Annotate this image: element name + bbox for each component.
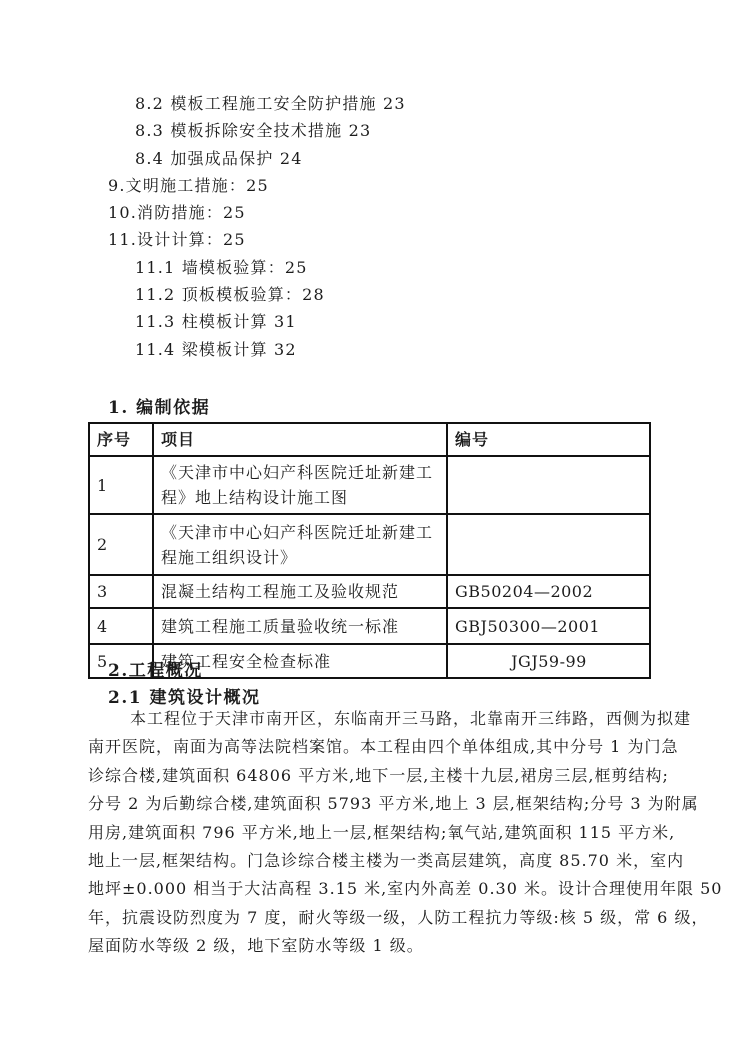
toc-entry: 9.文明施工措施：25 [108,175,269,195]
section-2-1-heading: 2.1 建筑设计概况 [108,688,261,708]
toc-entry: 11.3 柱模板计算 31 [135,312,297,332]
table-row [89,608,650,644]
toc-entry: 8.3 模板拆除安全技术措施 23 [135,121,372,141]
table-of-contents [88,90,688,363]
reference-table [88,422,651,679]
paragraph-line: 南开医院，南面为高等法院档案馆。本工程由四个单体组成,其中分号 1 为门急 [88,737,679,757]
column-header-no: 序号 [89,423,153,456]
cell-no: 3 [89,575,153,608]
toc-entry: 11.1 墙模板验算：25 [135,257,308,277]
cell-code: JGJ59-99 [447,644,650,678]
cell-code [447,514,650,575]
cell-no: 4 [89,608,153,644]
cell-code: GB50204—2002 [447,575,650,608]
cell-item: 《天津市中心妇产科医院迁址新建工程施工组织设计》 [153,514,447,575]
paragraph-line: 用房,建筑面积 796 平方米,地上一层,框架结构;氧气站,建筑面积 115 平方米, [88,822,676,842]
cell-no: 5 [89,644,153,678]
cell-no: 2 [89,514,153,575]
cell-item: 建筑工程安全检查标准 [153,644,447,678]
paragraph-line: 本工程位于天津市南开区，东临南开三马路，北靠南开三纬路，西侧为拟建 [130,709,692,728]
building-design-overview-paragraph [88,705,723,961]
toc-entry: 10.消防措施：25 [108,203,246,223]
table-header-row [89,423,650,456]
table-row [89,456,650,514]
paragraph-line: 诊综合楼,建筑面积 64806 平方米,地下一层,主楼十九层,裙房三层,框剪结构; [88,765,669,785]
paragraph-line: 年，抗震设防烈度为 7 度，耐火等级一级，人防工程抗力等级:核 5 级，常 6 级， [88,907,709,927]
toc-entry: 11.设计计算：25 [108,230,246,250]
toc-entry: 8.4 加强成品保护 24 [135,148,303,168]
toc-entry: 11.2 顶板模板验算：28 [135,285,325,305]
paragraph-line: 分号 2 为后勤综合楼,建筑面积 5793 平方米,地上 3 层,框架结构;分号 3 为附属 [88,794,699,814]
column-header-code: 编号 [447,423,650,456]
cell-item: 《天津市中心妇产科医院迁址新建工程》地上结构设计施工图 [153,456,447,514]
paragraph-line: 地坪±0.000 相当于大沽高程 3.15 米,室内外高差 0.30 米。设计合理使用年限 50 [88,879,723,899]
table-row [89,575,650,608]
section-2-heading: 2.工程概况 [108,661,203,681]
cell-code: GBJ50300—2001 [447,608,650,644]
column-header-item: 项目 [153,423,447,456]
toc-entry: 11.4 梁模板计算 32 [135,339,297,359]
paragraph-line: 屋面防水等级 2 级，地下室防水等级 1 级。 [88,936,424,956]
cell-item: 建筑工程施工质量验收统一标准 [153,608,447,644]
section-1-heading: 1. 编制依据 [108,398,211,418]
cell-no: 1 [89,456,153,514]
toc-entry: 8.2 模板工程施工安全防护措施 23 [135,94,406,113]
paragraph-line: 地上一层,框架结构。门急诊综合楼主楼为一类高层建筑，高度 85.70 米，室内 [88,850,685,870]
table-row [89,514,650,575]
cell-code [447,456,650,514]
cell-item: 混凝土结构工程施工及验收规范 [153,575,447,608]
